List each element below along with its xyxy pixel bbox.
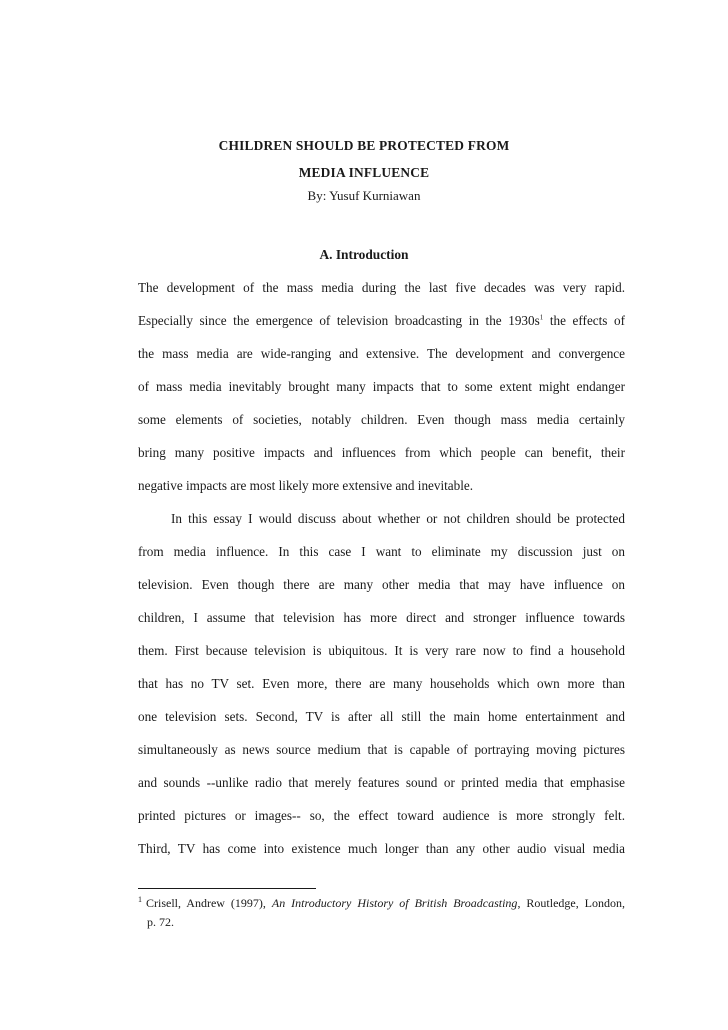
footnote-number: 1 [138, 895, 142, 904]
footnote-text: , Routledge, London, [517, 896, 626, 910]
section-heading: A. Introduction [319, 247, 409, 262]
text-span: Especially since the emergence of television broadcasting in the 1930s [138, 313, 540, 328]
text-span: the effects of [543, 313, 626, 328]
text-line: simultaneously as news source medium that is capable of portraying moving pictures [138, 742, 625, 757]
text-line: television. Even though there are many other media that may have influence on [138, 577, 625, 592]
text-line: Third, TV has come into existence much longer than any other audio visual media [138, 841, 625, 856]
text-line: In this essay I would discuss about whether or not children should be protected [171, 511, 625, 526]
footnote-book-title: An Introductory History of British Broadcasting [271, 896, 518, 910]
text-line: and sounds --unlike radio that merely features sound or printed media that emphasise [138, 775, 625, 790]
text-line: negative impacts are most likely more extensive and inevitable. [138, 478, 474, 493]
text-line [138, 313, 625, 329]
text-line: the mass media are wide-ranging and extensive. The development and convergence [138, 346, 625, 361]
author-byline: By: Yusuf Kurniawan [307, 188, 421, 203]
text-line: printed pictures or images-- so, the effect toward audience is more strongly felt. [138, 808, 625, 823]
text-line: them. First because television is ubiquitous. It is very rare now to find a household [138, 643, 625, 658]
text-line: one television sets. Second, TV is after all still the main home entertainment and [138, 709, 625, 724]
text-line: that has no TV set. Even more, there are many households which own more than [138, 676, 625, 691]
footnote-line [138, 896, 625, 911]
text-line: children, I assume that television has more direct and stronger influence towards [138, 610, 625, 625]
text-line: bring many positive impacts and influences from which people can benefit, their [138, 445, 625, 460]
footnote-line: p. 72. [147, 915, 174, 929]
document-title-line-1: CHILDREN SHOULD BE PROTECTED FROM [218, 138, 510, 153]
footnote-reference: 1 [539, 313, 544, 322]
document-title-line-2: MEDIA INFLUENCE [298, 165, 430, 180]
footnote-divider [138, 888, 316, 889]
text-line: some elements of societies, notably children. Even though mass media certainly [138, 412, 625, 427]
text-line: from media influence. In this case I want to eliminate my discussion just on [138, 544, 625, 559]
text-line: of mass media inevitably brought many impacts that to some extent might endanger [138, 379, 625, 394]
text-line: The development of the mass media during the last five decades was very rapid. [138, 280, 625, 295]
footnote-text: Crisell, Andrew (1997), [146, 896, 272, 910]
